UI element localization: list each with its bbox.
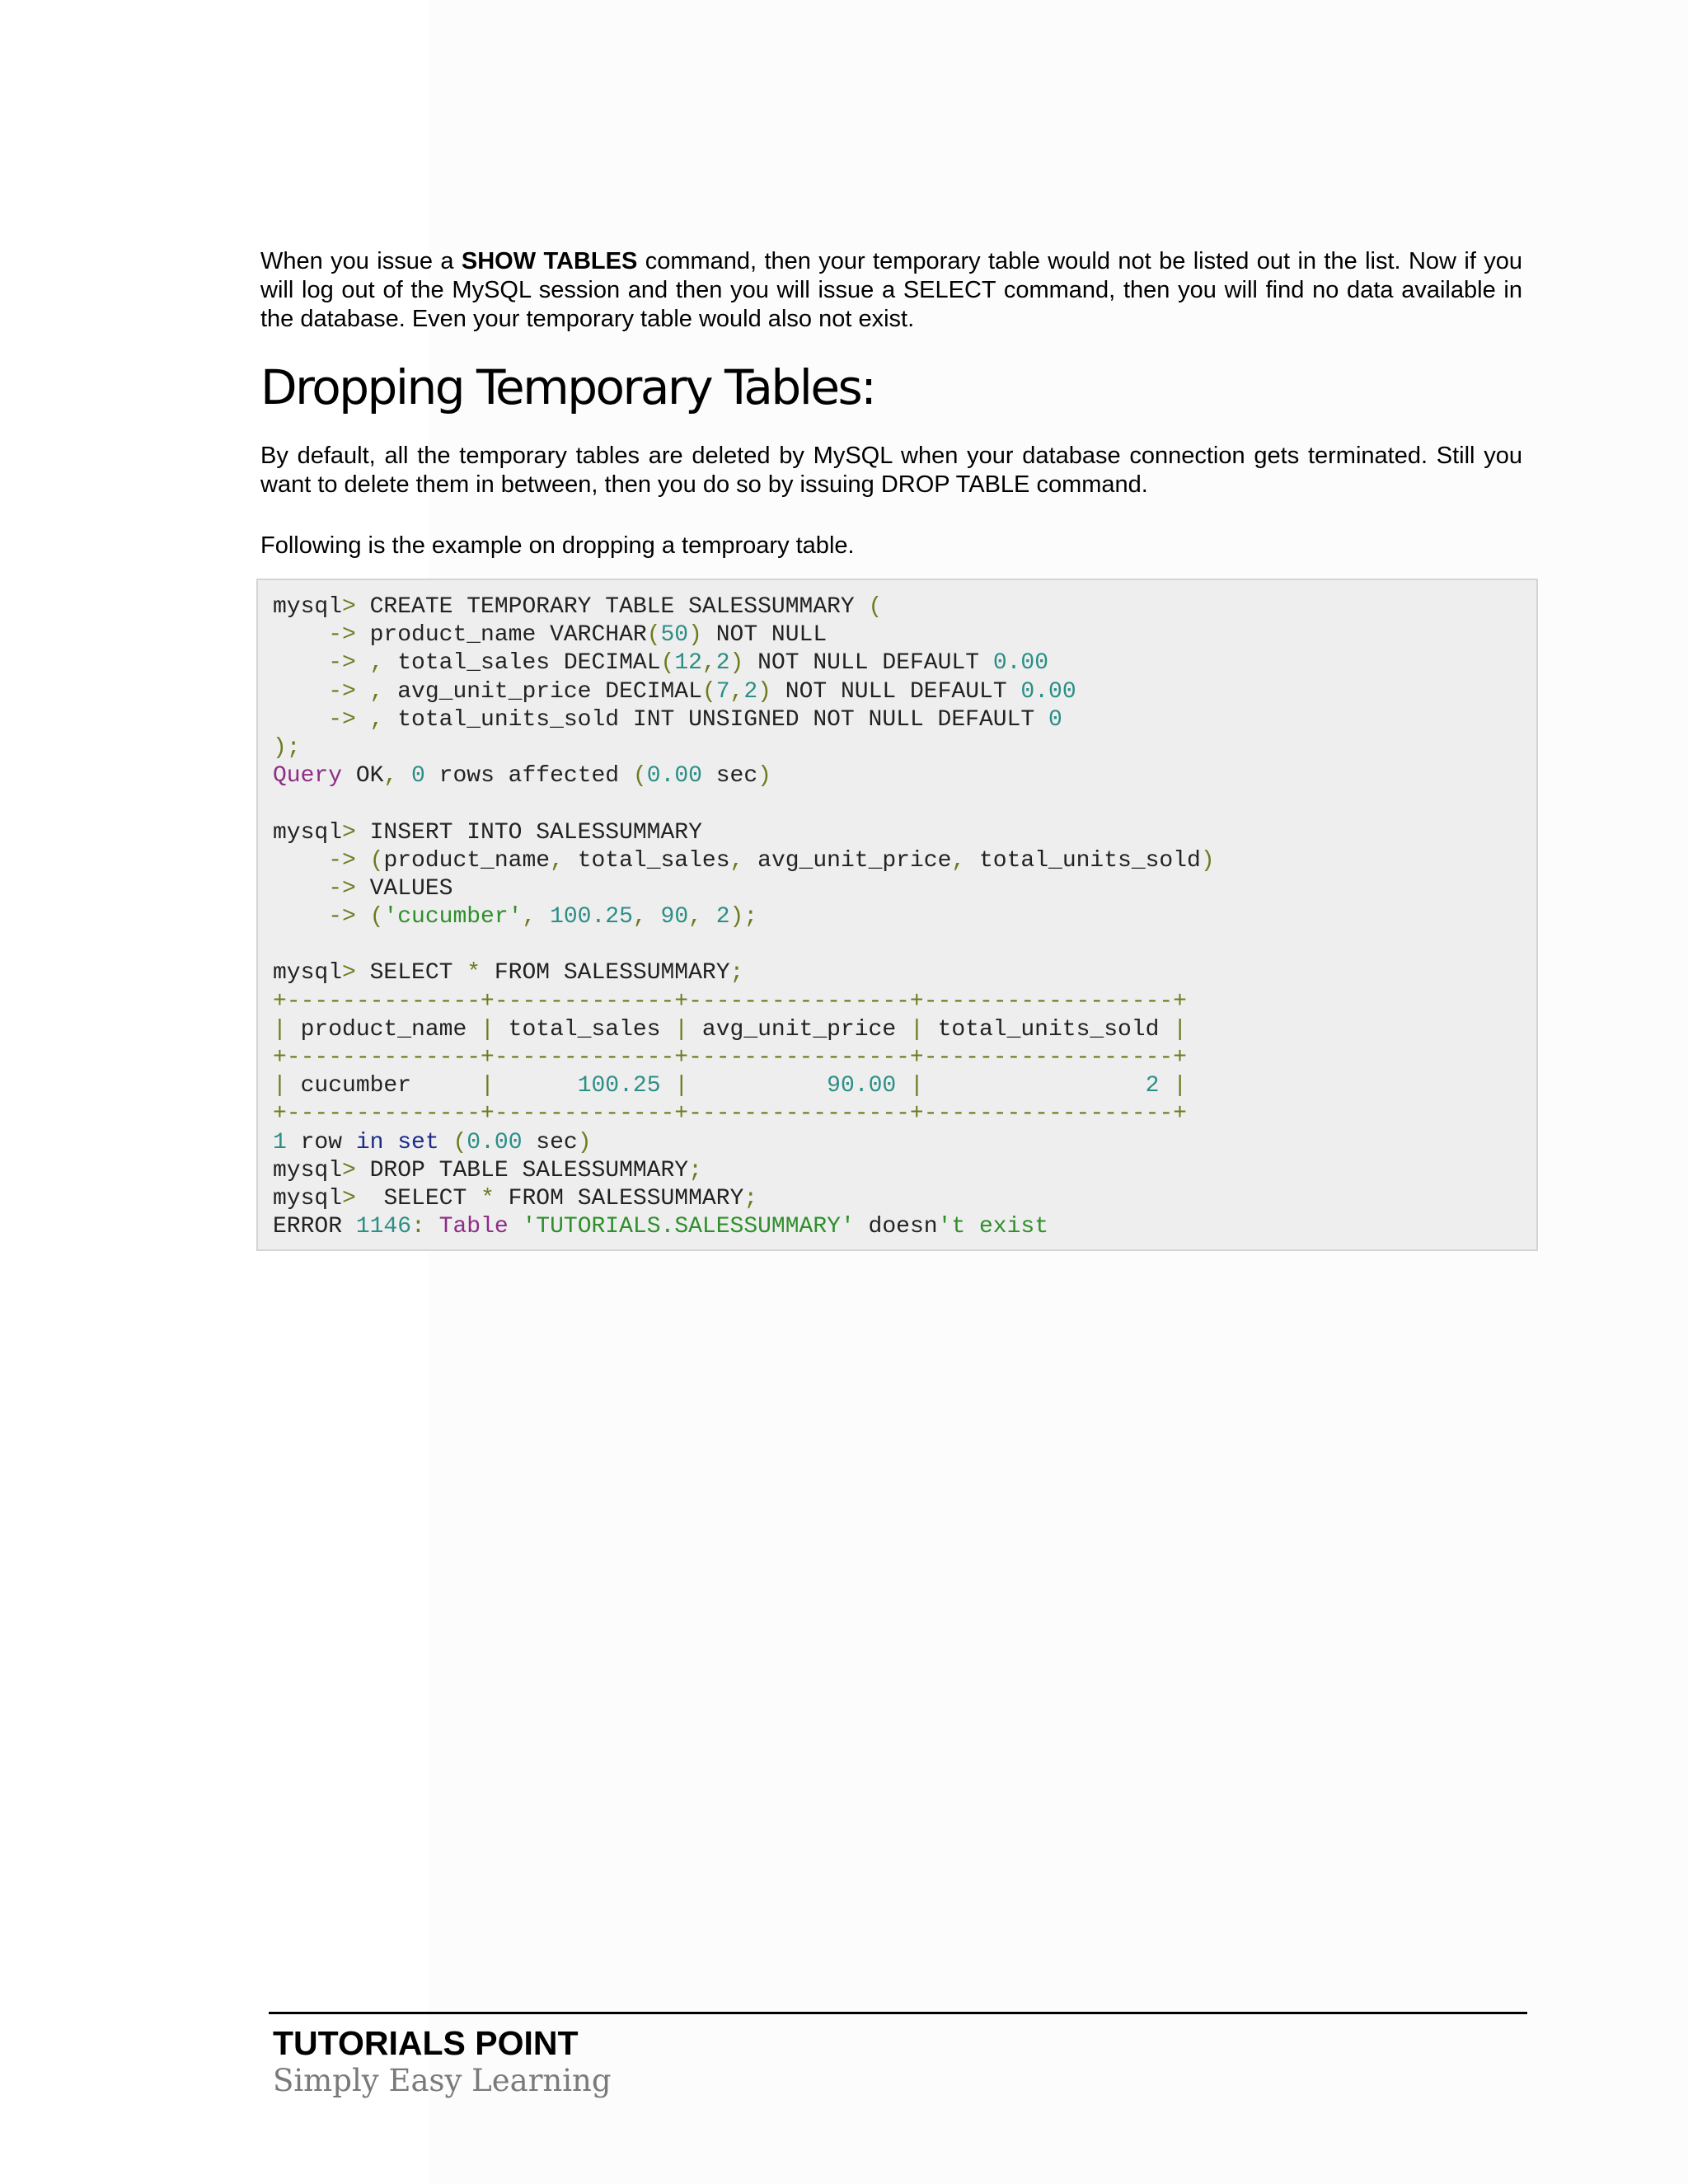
code-token: +--------------+-------------+----------------+------------------+	[273, 1101, 1187, 1127]
example-intro-paragraph: Following is the example on dropping a temproary table.	[260, 532, 855, 559]
footer-brand: TUTORIALS POINT	[273, 2024, 579, 2062]
code-token	[273, 679, 328, 705]
code-token: 2	[715, 650, 730, 677]
code-line	[273, 1100, 1536, 1128]
code-token: Query	[273, 763, 343, 790]
code-line	[273, 678, 1536, 706]
code-token: NOT NULL DEFAULT	[771, 678, 1021, 705]
code-token: 0.00	[992, 650, 1049, 677]
code-token: (	[868, 594, 883, 620]
code-token: SELECT	[383, 1185, 481, 1212]
code-token: ,	[550, 847, 578, 874]
code-line	[273, 1213, 1536, 1241]
code-line	[273, 819, 1536, 847]
code-token: 1	[273, 1129, 287, 1155]
code-token: Table	[438, 1214, 509, 1240]
code-token	[509, 1214, 523, 1240]
code-token: mysql	[273, 1157, 343, 1183]
code-token: ,	[729, 847, 758, 874]
code-token: 100.25	[577, 1073, 661, 1099]
code-token: FROM SALESSUMMARY	[481, 960, 730, 987]
code-line	[273, 734, 1536, 762]
code-token: total_sales	[577, 847, 730, 874]
code-token: ;	[688, 1157, 702, 1183]
drop-explanation-paragraph: By default, all the temporary tables are deleted by MySQL when your database connection gets terminated. Still you want to delete them in between, then you do so by issuing DROP TABLE command.	[260, 443, 1522, 498]
code-token: NOT NULL DEFAULT	[743, 650, 993, 677]
intro-text-end: command, then your temporary table would not be listed out in the list. Now if you will log out of the MySQL session and then you will issue a SELECT command, then you will find no data available in the database. Even your temporary table would also not exist.	[260, 248, 1523, 332]
code-token: 100.25	[550, 904, 633, 930]
code-token: >	[342, 1185, 384, 1212]
code-token: total_units_sold	[937, 1016, 1174, 1043]
code-token: 2	[1145, 1073, 1160, 1099]
code-token: ,	[383, 763, 412, 790]
code-token: avg_unit_price	[757, 847, 952, 874]
code-token: |	[1173, 1073, 1188, 1099]
code-token: )	[577, 1129, 592, 1155]
code-token: VALUES	[355, 875, 453, 902]
code-token: (	[646, 622, 661, 649]
code-token: >	[342, 960, 370, 987]
code-token: ,	[688, 904, 716, 930]
code-token: )	[1200, 847, 1215, 874]
code-token: product_name	[300, 1016, 481, 1043]
code-token: ->	[328, 875, 356, 902]
code-line	[273, 649, 1536, 677]
code-token: |	[910, 1073, 924, 1099]
code-token: (	[632, 763, 647, 790]
code-token: 't exist	[937, 1214, 1048, 1240]
code-token: 90	[660, 904, 689, 930]
code-token: ,	[729, 678, 744, 705]
code-token: 1146	[355, 1214, 412, 1240]
code-token: (	[660, 650, 675, 677]
code-line	[273, 1044, 1536, 1072]
code-token: |	[481, 1016, 509, 1043]
code-token: 50	[660, 622, 689, 649]
code-token: mysql	[273, 1185, 343, 1212]
code-token	[896, 1073, 910, 1099]
code-token: mysql	[273, 960, 343, 987]
code-token	[439, 1130, 453, 1155]
code-token: )	[757, 763, 771, 790]
code-token	[273, 904, 328, 930]
code-token: >	[342, 1157, 370, 1183]
code-token: in set	[355, 1129, 439, 1155]
intro-text-start: When you issue a	[260, 248, 462, 274]
code-token: +--------------+-------------+----------------+------------------+	[273, 988, 1187, 1015]
code-token: ,	[951, 847, 979, 874]
code-token	[273, 876, 328, 902]
code-token: :	[411, 1214, 439, 1240]
code-token: |	[909, 1016, 938, 1043]
code-token: mysql	[273, 819, 343, 846]
footer-divider	[269, 2012, 1527, 2014]
intro-paragraph	[260, 247, 1522, 334]
code-token: |	[273, 1073, 301, 1099]
code-token	[1159, 1073, 1173, 1099]
code-token: -> ,	[328, 706, 384, 733]
document-body	[260, 247, 1522, 560]
code-token: 0.00	[467, 1129, 523, 1155]
footer-tagline: Simply Easy Learning	[273, 2063, 612, 2098]
code-token: -> (	[328, 847, 384, 874]
code-token: doesn	[854, 1214, 938, 1240]
code-token: total_units_sold INT UNSIGNED NOT NULL DEFAULT	[383, 706, 1048, 733]
code-token	[661, 1073, 675, 1099]
code-token: );	[729, 904, 758, 930]
code-token: 12	[674, 650, 702, 677]
code-line	[273, 621, 1536, 649]
code-token: avg_unit_price	[701, 1016, 910, 1043]
code-token: *	[467, 960, 481, 987]
code-line	[273, 931, 1536, 959]
code-token: CREATE TEMPORARY TABLE SALESSUMMARY	[369, 594, 869, 620]
code-token: 7	[715, 678, 730, 705]
code-token: total_units_sold	[979, 847, 1201, 874]
code-token: 2	[715, 904, 730, 930]
code-token: rows affected	[424, 763, 633, 790]
code-token: -> ,	[328, 650, 384, 677]
code-line	[273, 875, 1536, 903]
code-token: avg_unit_price DECIMAL	[383, 678, 702, 705]
code-line	[273, 988, 1536, 1016]
code-token: ;	[743, 1185, 758, 1212]
code-line	[273, 1016, 1536, 1044]
code-token: ;	[729, 960, 744, 987]
code-token: |	[674, 1016, 702, 1043]
code-token: )	[757, 678, 771, 705]
code-token: product_name	[383, 847, 551, 874]
code-line	[273, 903, 1536, 931]
code-token: 'cucumber'	[383, 904, 523, 930]
code-token: ,	[632, 904, 661, 930]
code-token	[924, 1073, 1146, 1099]
code-token: NOT NULL	[701, 622, 828, 649]
code-token: total_sales	[508, 1016, 675, 1043]
code-token	[688, 1073, 827, 1099]
code-token: )	[688, 622, 702, 649]
code-token: DROP TABLE SALESSUMMARY	[369, 1157, 689, 1183]
code-token: 90.00	[827, 1073, 897, 1099]
code-token: 0	[1048, 706, 1062, 733]
code-token: |	[1173, 1016, 1188, 1043]
code-line	[273, 847, 1536, 875]
code-token: ,	[701, 650, 716, 677]
code-token: >	[342, 594, 370, 620]
code-token: (	[701, 678, 716, 705]
code-token: ,	[522, 904, 551, 930]
code-token: );	[273, 734, 301, 761]
code-token: row	[286, 1129, 356, 1155]
show-tables-command: SHOW TABLES	[461, 248, 638, 274]
code-token: )	[729, 650, 744, 677]
code-token: product_name VARCHAR	[355, 622, 647, 649]
code-token: *	[481, 1185, 495, 1212]
code-token: |	[273, 1016, 301, 1043]
code-token: 0.00	[1020, 678, 1076, 705]
code-token: 2	[743, 678, 758, 705]
code-line	[273, 762, 1536, 790]
code-token: 0.00	[646, 763, 702, 790]
code-block	[256, 579, 1538, 1251]
code-line	[273, 706, 1536, 734]
code-token: sec	[701, 763, 758, 790]
code-token: ERROR	[273, 1214, 356, 1240]
code-token: cucumber	[300, 1073, 481, 1099]
code-token	[273, 622, 328, 648]
code-line	[273, 790, 1536, 818]
code-token: mysql	[273, 594, 343, 620]
code-token: 'TUTORIALS.SALESSUMMARY'	[522, 1214, 855, 1240]
section-heading: Dropping Temporary Tables:	[260, 359, 875, 415]
code-token: (	[452, 1129, 467, 1155]
code-line	[273, 959, 1536, 987]
code-token	[273, 848, 328, 874]
code-token: |	[481, 1073, 495, 1099]
code-token: FROM SALESSUMMARY	[494, 1185, 744, 1212]
code-token: SELECT	[369, 960, 467, 987]
code-line	[273, 1072, 1536, 1100]
code-line	[273, 1185, 1536, 1213]
code-token: +--------------+-------------+----------------+------------------+	[273, 1045, 1187, 1071]
code-token: OK	[342, 763, 384, 790]
code-token: INSERT INTO SALESSUMMARY	[369, 819, 702, 846]
code-token: sec	[522, 1129, 578, 1155]
code-token: ->	[328, 622, 356, 649]
code-token: total_sales DECIMAL	[383, 650, 661, 677]
code-token: |	[674, 1073, 689, 1099]
code-line	[273, 593, 1536, 621]
code-token: >	[342, 819, 370, 846]
code-token	[273, 707, 328, 733]
code-token: -> (	[328, 904, 384, 930]
code-token: 0	[411, 763, 425, 790]
code-token: -> ,	[328, 678, 384, 705]
code-token	[495, 1073, 578, 1099]
code-line	[273, 1129, 1536, 1157]
code-line	[273, 1157, 1536, 1185]
code-token	[273, 650, 328, 676]
